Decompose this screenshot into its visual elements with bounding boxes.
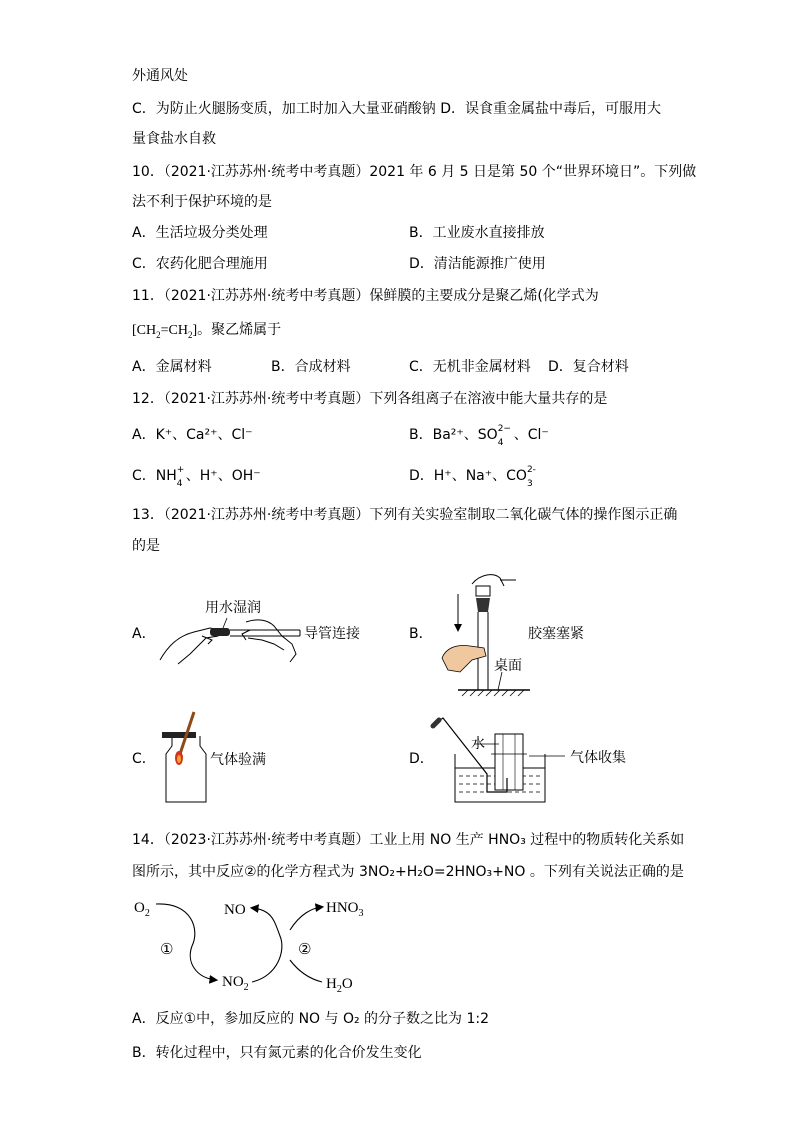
q12-b-tail: 、Cl⁻ (513, 427, 549, 443)
ion-subscript: 4 (497, 438, 504, 448)
q13-stem-line1: 13．（2021·江苏苏州·统考中考真题）下列有关实验室制取二氧化碳气体的操作图示正确 (132, 507, 678, 523)
ion-charge: 2− (497, 424, 511, 434)
q14-option-a: A．反应①中，参加反应的 NO 与 O₂ 的分子数之比为 1:2 (132, 1011, 490, 1027)
q14-conversion-diagram (130, 890, 380, 1000)
q13-option-b-label: B． (409, 626, 433, 642)
formula-sub: 2 (156, 329, 161, 340)
figure-a-tube-connection (150, 592, 390, 672)
figure-b-stopper-pressing (440, 568, 610, 700)
ion-subscript: 3 (526, 479, 533, 489)
q12-option-b (409, 424, 549, 448)
ion-charge: 2- (526, 465, 536, 475)
q12-stem: 12．（2021·江苏苏州·统考中考真题）下列各组离子在溶液中能大量共存的是 (132, 391, 608, 407)
formula-bracket-open: [ (132, 323, 137, 338)
species-no: NO (224, 902, 246, 918)
q11-stem-line2 (132, 320, 281, 345)
q13-option-d-label: D． (409, 751, 434, 767)
q12-c-tail: 、H⁺、OH⁻ (185, 468, 261, 484)
q11-stem-tail: 。聚乙烯属于 (197, 322, 282, 338)
label-gas-collection: 气体收集 (570, 750, 626, 766)
label-tube-connect: 导管连接 (304, 626, 360, 642)
figure-d-gas-collection (425, 714, 645, 806)
arrow-to-hno3 (290, 907, 322, 930)
q10-stem-line2: 法不利于保护环境的是 (132, 194, 272, 210)
q10-option-c: C．农药化肥合理施用 (132, 256, 268, 272)
species-o2: $O_2$ (134, 900, 150, 919)
species-no2: $NO_2$ (222, 974, 249, 993)
q10-option-b: B．工业废水直接排放 (409, 225, 545, 241)
q12-b-label: B．Ba²⁺、SO (409, 427, 498, 443)
q12-option-a: A．K⁺、Ca²⁺、Cl⁻ (132, 427, 253, 443)
label-press-stopper: 胶塞塞紧 (528, 626, 584, 642)
species-hno3: $HNO_3$ (326, 900, 364, 919)
reaction-1-label: ① (160, 940, 174, 958)
q11-stem-line1: 11．（2021·江苏苏州·统考中考真题）保鲜膜的主要成分是聚乙烯(化学式为 (132, 288, 599, 304)
q14-stem-line1: 14．（2023·江苏苏州·统考中考真题）工业上用 NO 生产 HNO₃ 过程中的物质转化关系如 (132, 832, 685, 848)
label-gas-full-test: 气体验满 (210, 752, 266, 768)
species-h2o: $H_2O$ (326, 976, 353, 995)
q10-option-d: D．清洁能源推广使用 (409, 256, 546, 272)
q13-option-a-label: A． (132, 626, 156, 642)
q14-option-b: B．转化过程中，只有氮元素的化合价发生变化 (132, 1045, 422, 1061)
q14-stem-line2: 图所示，其中反应②的化学方程式为 3NO₂+H₂O=2HNO₃+NO 。下列有关说法正确的是 (132, 864, 684, 880)
q13-option-c-label: C． (132, 751, 156, 767)
reaction-2-label: ② (298, 940, 312, 958)
q13-stem-line2: 的是 (132, 538, 160, 554)
q9-option-d-continued: 量食盐水自救 (132, 131, 216, 147)
q10-option-a: A．生活垃圾分类处理 (132, 225, 268, 241)
formula-ch2: CH (136, 323, 157, 338)
ion-charge: + (176, 465, 185, 475)
q12-c-label: C．NH (132, 468, 177, 484)
q11-option-a: A．金属材料 (132, 359, 212, 375)
q11-option-b: B．合成材料 (271, 359, 351, 375)
q11-option-c: C．无机非金属材料 (409, 359, 531, 375)
text-line: 外通风处 (132, 68, 188, 84)
ion-subscript: 4 (176, 479, 183, 489)
figure-c-gas-full-test (150, 706, 290, 806)
q11-option-d: D．复合材料 (548, 359, 629, 375)
q10-stem-line1: 10．（2021·江苏苏州·统考中考真题）2021 年 6 月 5 日是第 50 个“世界环境日”。下列做 (132, 164, 697, 180)
arrow-reaction-2 (252, 908, 282, 982)
q9-option-cd: C．为防止火腿肠变质，加工时加入大量亚硝酸钠 D．误食重金属盐中毒后，可服用大 (132, 101, 662, 117)
label-tabletop: 桌面 (494, 658, 522, 674)
formula-bracket-close: ] (192, 323, 198, 338)
label-water: 水 (471, 736, 485, 752)
formula-eq-ch2: =CH (160, 323, 188, 338)
label-wet-with-water: 用水湿润 (205, 600, 261, 616)
formula-sub: 2 (187, 329, 193, 340)
q12-option-c (132, 465, 261, 489)
arrow-from-h2o (290, 960, 322, 982)
q12-option-d (409, 465, 541, 489)
q12-d-label: D．H⁺、Na⁺、CO (409, 468, 527, 484)
